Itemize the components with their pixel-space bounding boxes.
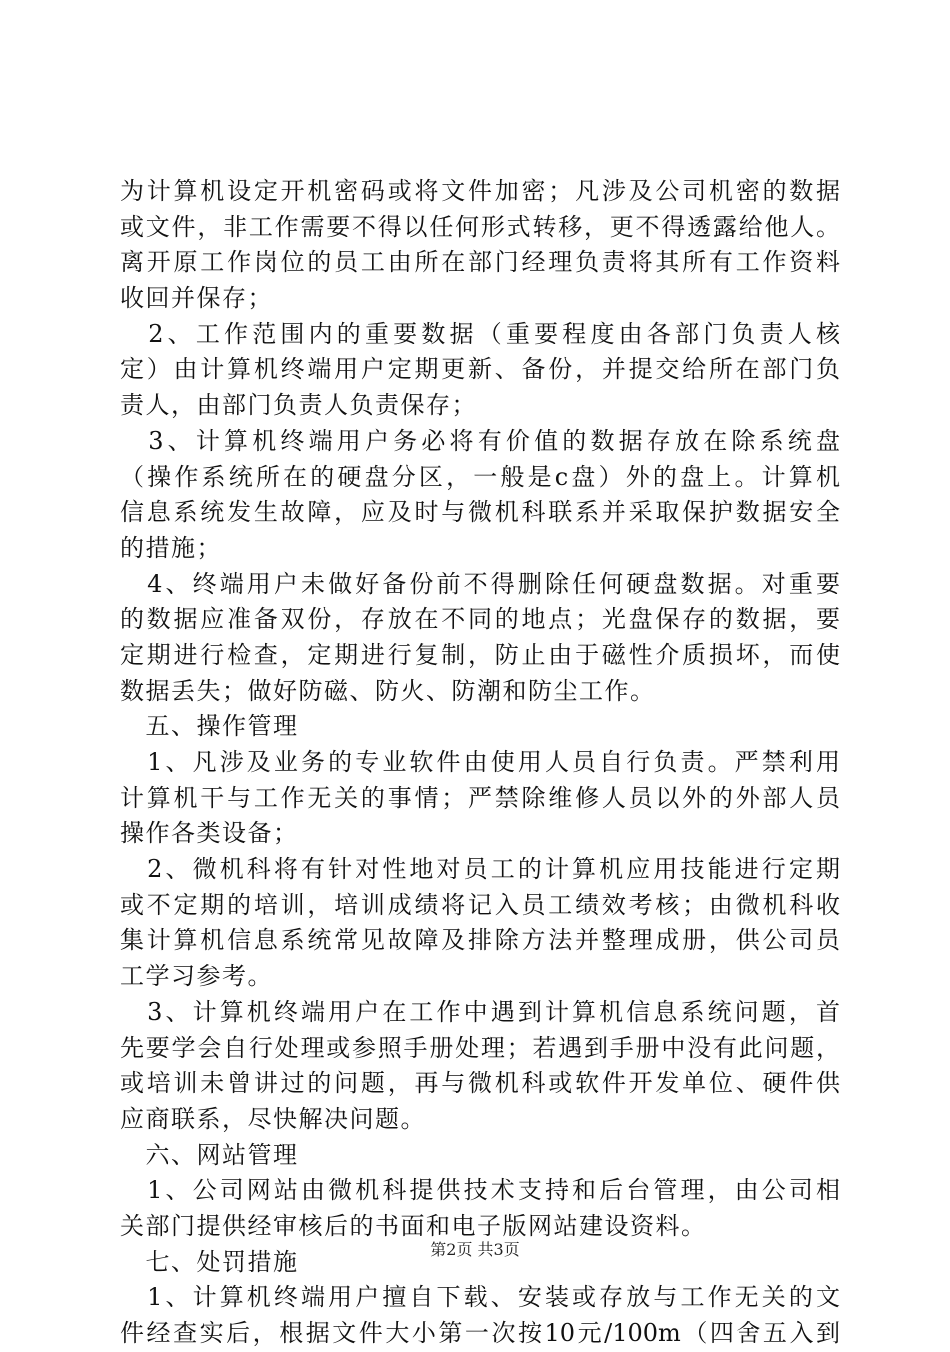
text-line: 3、计算机终端用户务必将有价值的数据存放在除系统盘 (120, 426, 840, 455)
text-line: 先要学会自行处理或参照手册处理；若遇到手册中没有此问题， (120, 1033, 840, 1062)
section-heading: 五、操作管理 (120, 712, 299, 741)
text-line: 关部门提供经审核后的书面和电子版网站建设资料。 (120, 1211, 707, 1240)
text-line: 操作各类设备； (120, 819, 299, 848)
text-line: 或不定期的培训，培训成绩将记入员工绩效考核；由微机科收 (120, 890, 840, 919)
text-line: 收回并保存； (120, 284, 273, 313)
text-line: 或培训未曾讲过的问题，再与微机科或软件开发单位、硬件供 (120, 1069, 840, 1098)
text-line: 或文件，非工作需要不得以任何形式转移，更不得透露给他人。 (120, 212, 840, 241)
text-line: 1、公司网站由微机科提供技术支持和后台管理，由公司相 (120, 1176, 840, 1205)
text-line: 2、工作范围内的重要数据（重要程度由各部门负责人核 (120, 319, 840, 348)
page-number-footer: 第2页 共3页 (430, 1240, 520, 1259)
text-line: 4、终端用户未做好备份前不得删除任何硬盘数据。对重要 (120, 569, 840, 598)
text-line: 为计算机设定开机密码或将文件加密；凡涉及公司机密的数据 (120, 177, 840, 205)
text-line: 计算机干与工作无关的事情；严禁除维修人员以外的外部人员 (120, 783, 840, 812)
text-line: 2、微机科将有针对性地对员工的计算机应用技能进行定期 (120, 855, 840, 884)
text-line: 应商联系，尽快解决问题。 (120, 1104, 426, 1133)
text-line: 信息系统发生故障，应及时与微机科联系并采取保护数据安全 (120, 498, 840, 527)
text-line: 的措施； (120, 533, 222, 562)
text-line: 件经查实后，根据文件大小第一次按10元/100m（四舍五入到 (120, 1319, 840, 1347)
text-line: 3、计算机终端用户在工作中遇到计算机信息系统问题，首 (120, 997, 840, 1026)
document-body (120, 174, 840, 1352)
section-heading: 六、网站管理 (120, 1140, 299, 1169)
text-line: 定）由计算机终端用户定期更新、备份，并提交给所在部门负 (120, 355, 840, 384)
text-line: 离开原工作岗位的员工由所在部门经理负责将其所有工作资料 (120, 248, 840, 277)
text-line: 工学习参考。 (120, 962, 273, 991)
text-line: 1、计算机终端用户擅自下载、安装或存放与工作无关的文 (120, 1283, 840, 1312)
text-line: （操作系统所在的硬盘分区，一般是c盘）外的盘上。计算机 (120, 462, 840, 491)
text-line: 1、凡涉及业务的专业软件由使用人员自行负责。严禁利用 (120, 748, 840, 776)
text-line: 数据丢失；做好防磁、防火、防潮和防尘工作。 (120, 676, 656, 705)
text-line: 定期进行检查，定期进行复制，防止由于磁性介质损坏，而使 (120, 640, 840, 669)
text-line: 的数据应准备双份，存放在不同的地点；光盘保存的数据，要 (120, 605, 840, 634)
text-line: 集计算机信息系统常见故障及排除方法并整理成册，供公司员 (120, 926, 840, 955)
section-heading: 七、处罚措施 (120, 1247, 299, 1276)
text-line: 责人，由部门负责人负责保存； (120, 391, 477, 420)
